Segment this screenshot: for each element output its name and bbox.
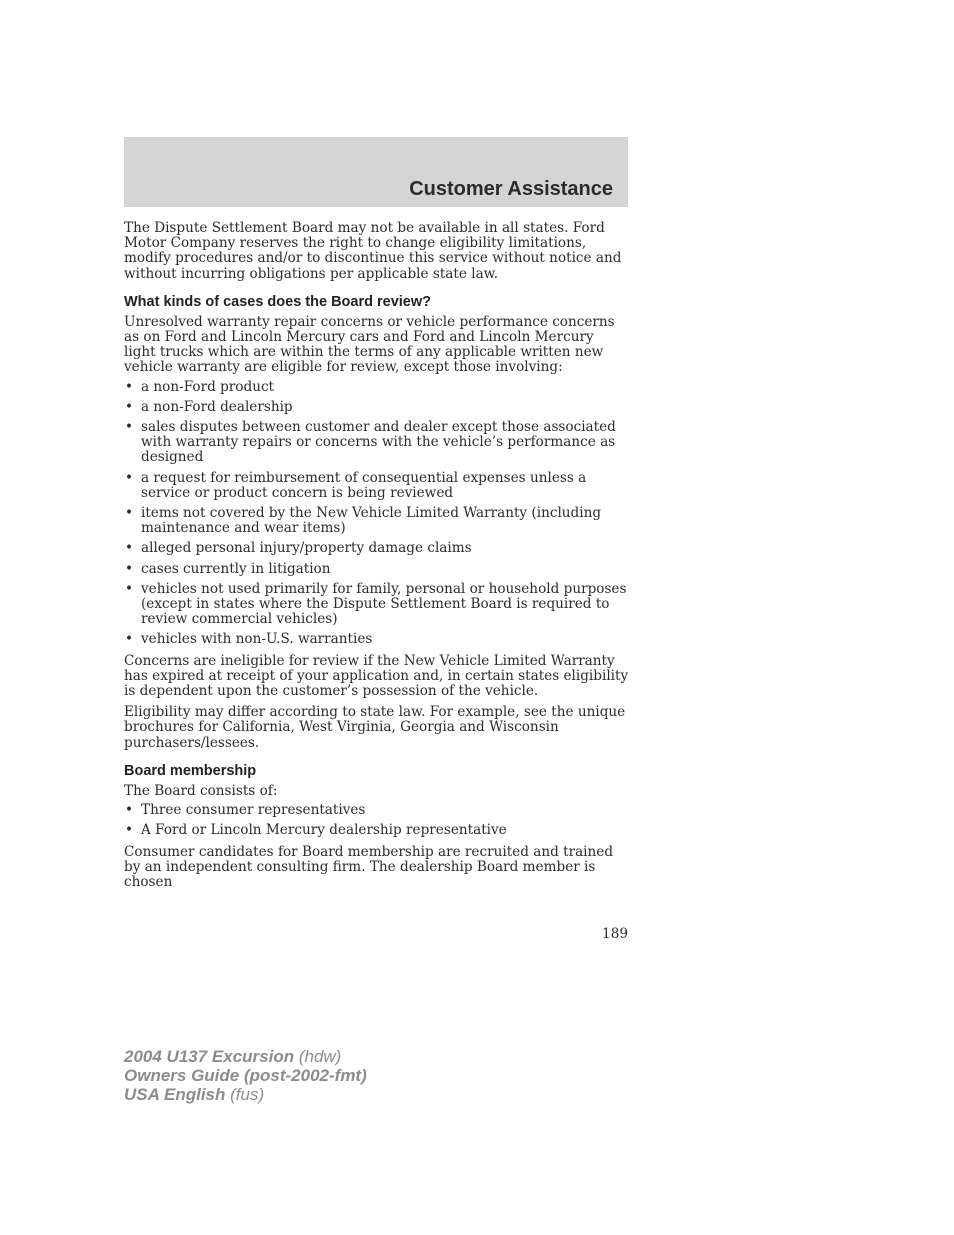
cases-heading: What kinds of cases does the Board review? — [124, 293, 431, 310]
list-item: • items not covered by the New Vehicle Limited Warranty (including maintenance and wear items) — [124, 506, 629, 536]
board-members-list — [124, 803, 629, 838]
list-item: • Three consumer representatives — [124, 803, 629, 818]
list-item: • alleged personal injury/property damage claims — [124, 541, 629, 556]
footer-line-2 — [124, 1066, 367, 1085]
page-number: 189 — [602, 926, 628, 942]
list-item: • a non-Ford product — [124, 380, 629, 395]
list-item: • sales disputes between customer and dealer except those associated with warranty repairs or concerns with the vehicle’s performance as designed — [124, 420, 629, 466]
list-item: • vehicles with non-U.S. warranties — [124, 632, 629, 647]
intro-paragraph: The Dispute Settlement Board may not be available in all states. Ford Motor Company reserves the right to change eligibility limitations, modify procedures and/or to discontinue this service without notice and without incurring obligations per applicable state law. — [124, 220, 622, 282]
footer-model-code: (hdw) — [294, 1047, 342, 1066]
footer-language-code: (fus) — [225, 1085, 265, 1104]
board-membership-heading: Board membership — [124, 762, 257, 779]
list-item: • a non-Ford dealership — [124, 400, 629, 415]
eligibility-paragraph: Eligibility may differ according to state law. For example, see the unique brochures for California, West Virginia, Georgia and Wisconsin purchasers/lessees. — [124, 704, 626, 751]
list-item: • vehicles not used primarily for family, personal or household purposes (except in states where the Dispute Settlement Board is required to review commercial vehicles) — [124, 582, 629, 628]
footer-line-1 — [124, 1047, 367, 1066]
candidates-paragraph: Consumer candidates for Board membership are recruited and trained by an independent consulting firm. The dealership Board member is chosen — [124, 843, 614, 890]
footer-guide: Owners Guide (post-2002-fmt) — [124, 1066, 367, 1085]
list-item: • A Ford or Lincoln Mercury dealership representative — [124, 823, 629, 838]
document-footer — [124, 1047, 367, 1104]
footer-model: 2004 U137 Excursion — [124, 1047, 295, 1066]
page-content — [124, 221, 629, 896]
ineligible-paragraph: Concerns are ineligible for review if the New Vehicle Limited Warranty has expired at receipt of your application and, in certain states eligibility is dependent upon the customer’s possession of the vehicle. — [124, 652, 629, 700]
footer-line-3 — [124, 1085, 367, 1104]
list-item: • a request for reimbursement of consequential expenses unless a service or product concern is being reviewed — [124, 471, 629, 501]
board-lead-paragraph: The Board consists of: — [124, 782, 278, 799]
footer-language: USA English — [124, 1085, 226, 1104]
cases-lead-paragraph: Unresolved warranty repair concerns or vehicle performance concerns as on Ford and Lincoln Mercury cars and Ford and Lincoln Mercury light trucks which are within the terms of any applicable written new vehicle warranty are eligible for review, except those involving: — [124, 313, 615, 376]
section-header-band — [124, 137, 628, 207]
exclusions-list — [124, 380, 629, 648]
list-item: • cases currently in litigation — [124, 562, 629, 577]
section-title: Customer Assistance — [409, 178, 613, 200]
